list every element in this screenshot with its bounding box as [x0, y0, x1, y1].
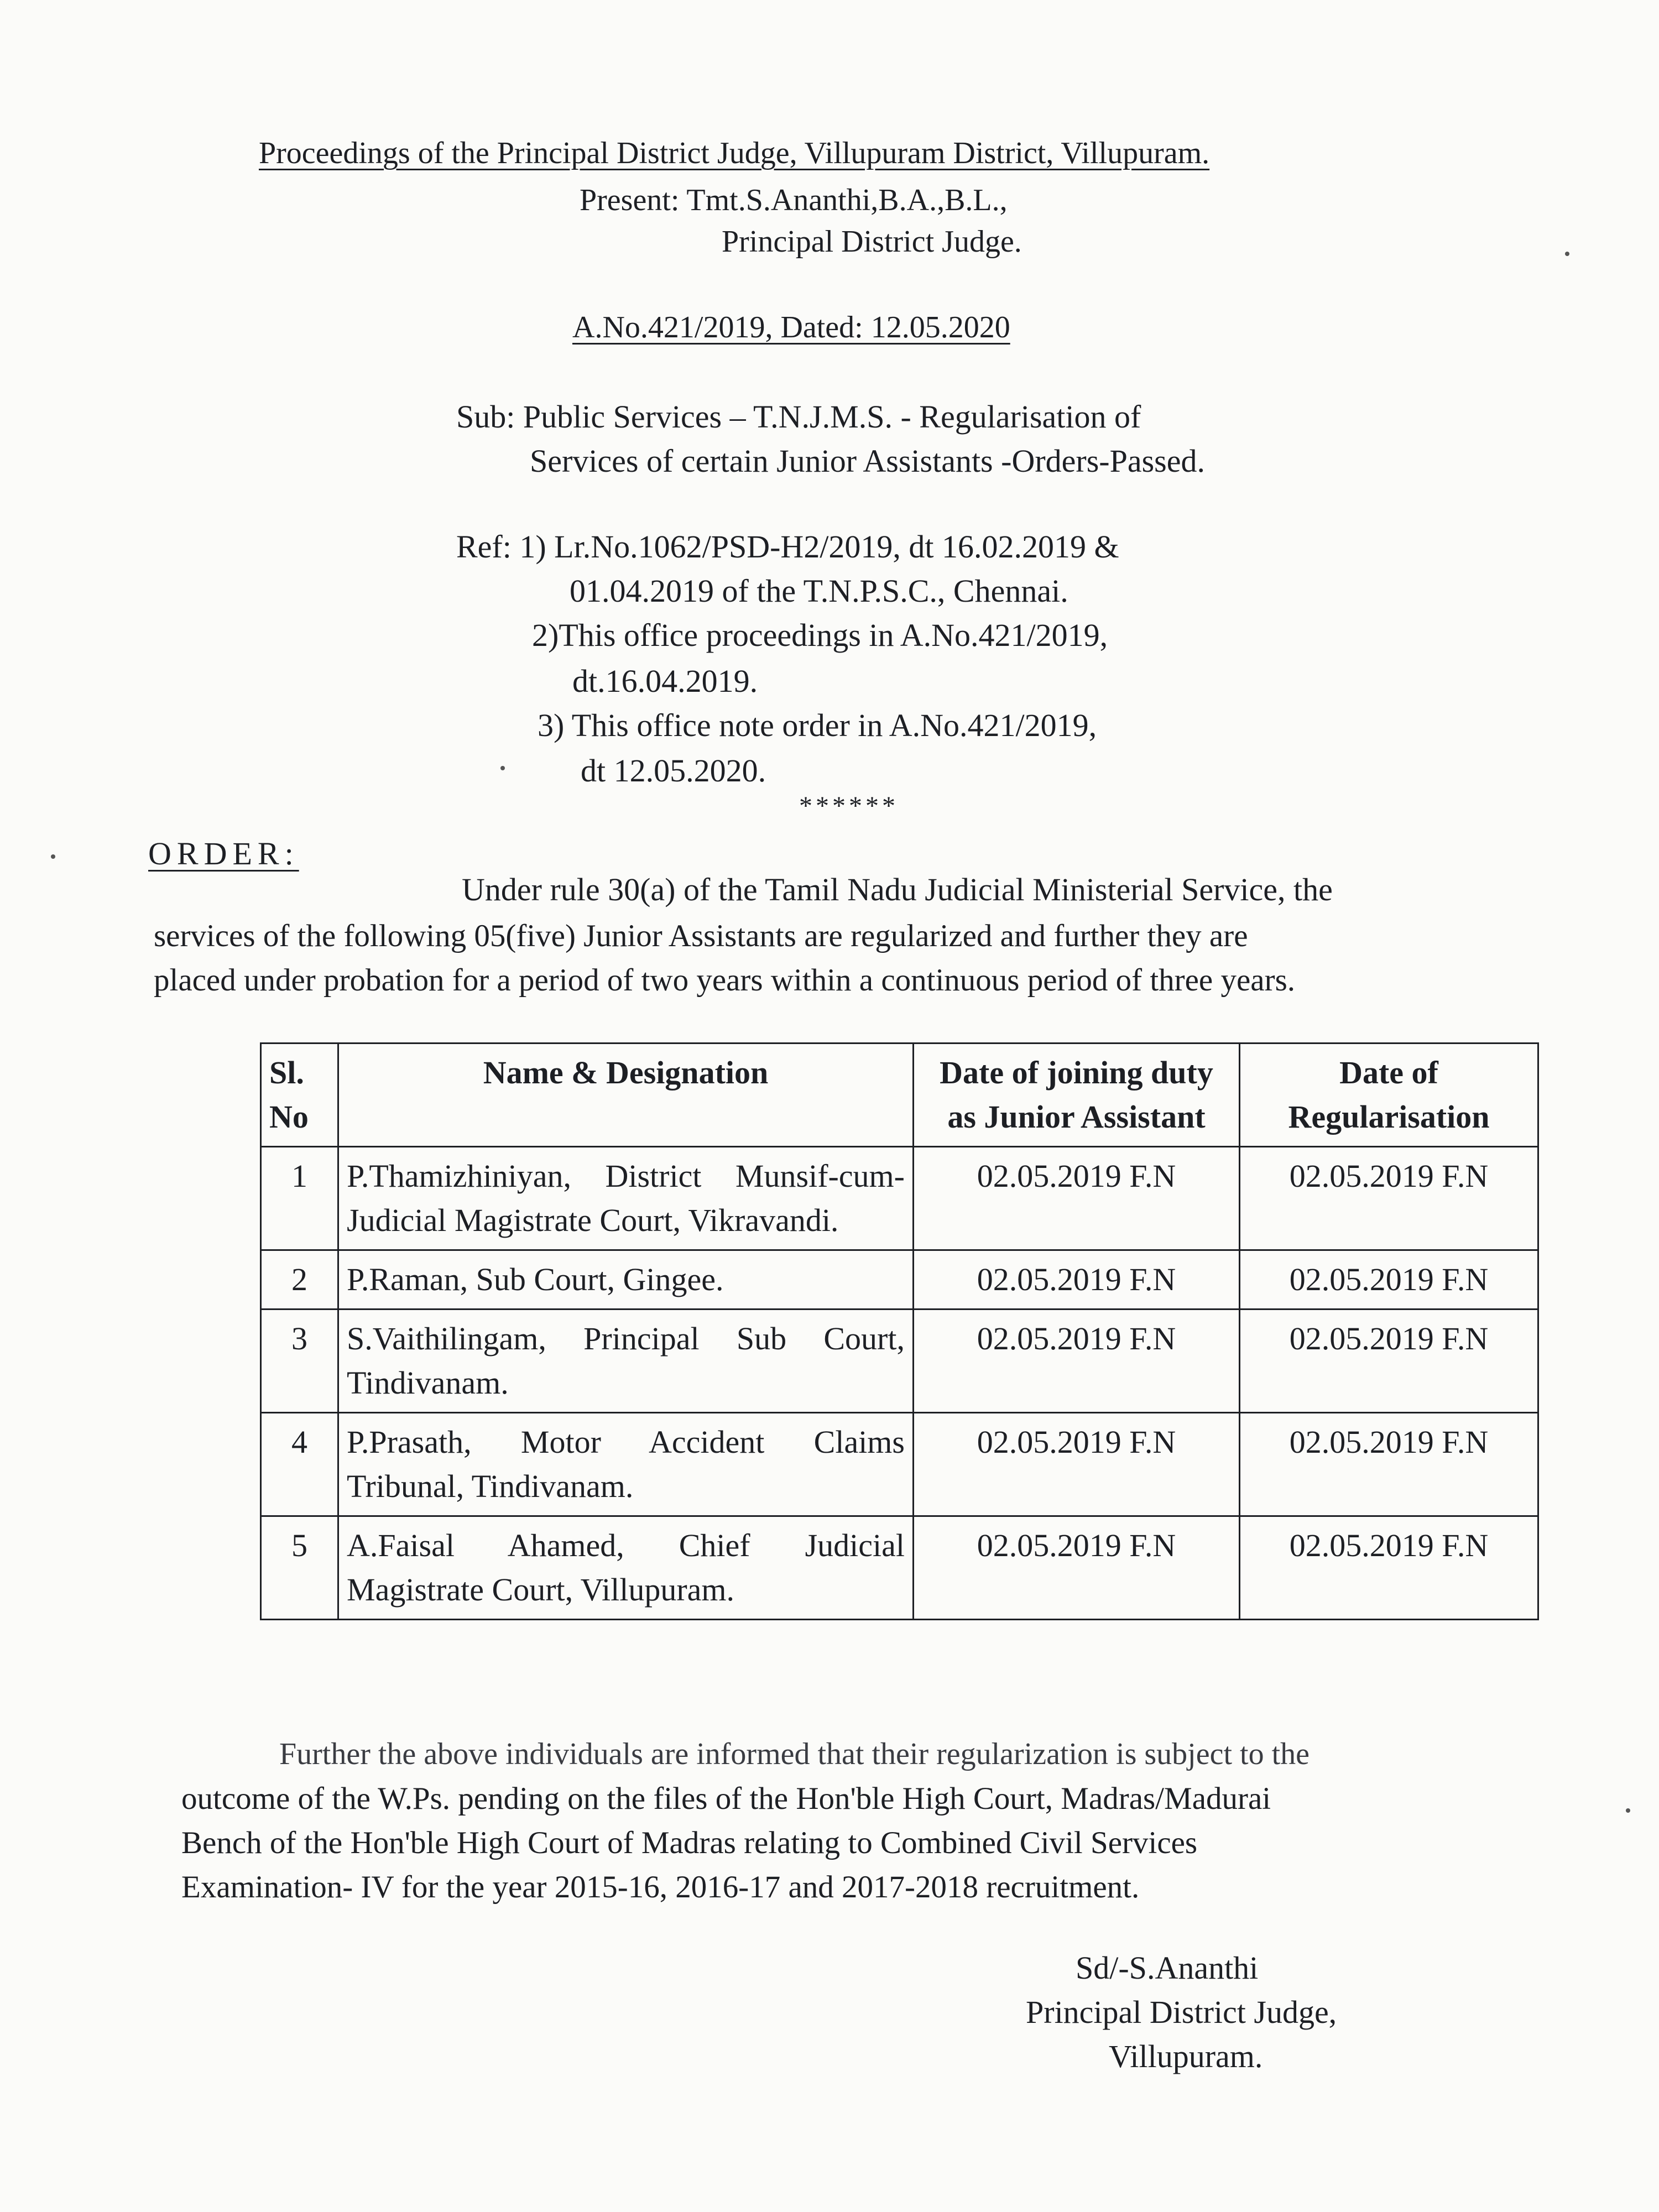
- further-line-2: outcome of the W.Ps. pending on the files of the Hon'ble High Court, Madras/Madurai: [181, 1781, 1271, 1816]
- row-regularisation-date: 02.05.2019 F.N: [1240, 1516, 1538, 1620]
- row-name: P.Thamizhiniyan, District Munsif-cum-Judicial Magistrate Court, Vikravandi.: [338, 1147, 914, 1250]
- order-line-2: services of the following 05(five) Junior Assistants are regularized and further they are: [154, 919, 1248, 953]
- scan-speck: [1626, 1808, 1630, 1813]
- row-regularisation-date: 02.05.2019 F.N: [1240, 1310, 1538, 1413]
- row-sl: 3: [261, 1310, 338, 1413]
- row-regularisation-date: 02.05.2019 F.N: [1240, 1250, 1538, 1310]
- ref-2a: 2)This office proceedings in A.No.421/2019,: [532, 617, 1108, 653]
- row-joining-date: 02.05.2019 F.N: [914, 1310, 1240, 1413]
- row-joining-date: 02.05.2019 F.N: [914, 1147, 1240, 1250]
- separator-stars: ******: [799, 791, 899, 821]
- table-row: [261, 1413, 1538, 1516]
- subject-line-1: Sub: Public Services – T.N.J.M.S. - Regularisation of: [456, 399, 1141, 435]
- row-regularisation-date: 02.05.2019 F.N: [1240, 1413, 1538, 1516]
- row-name: S.Vaithilingam, Principal Sub Court, Tindivanam.: [338, 1310, 914, 1413]
- row-joining-date: 02.05.2019 F.N: [914, 1516, 1240, 1620]
- judge-designation: Principal District Judge.: [722, 225, 1022, 259]
- proceedings-title: Proceedings of the Principal District Judge, Villupuram District, Villupuram.: [259, 136, 1210, 170]
- header-name-designation: Name & Designation: [338, 1044, 914, 1147]
- order-line-1: Under rule 30(a) of the Tamil Nadu Judicial Ministerial Service, the: [462, 872, 1333, 907]
- order-heading: ORDER:: [148, 836, 299, 872]
- row-sl: 4: [261, 1413, 338, 1516]
- order-line-3: placed under probation for a period of two years within a continuous period of three years.: [154, 963, 1295, 998]
- subject-line-2: Services of certain Junior Assistants -Orders-Passed.: [530, 443, 1205, 479]
- signature-name: Sd/-S.Ananthi: [1076, 1950, 1259, 1986]
- row-sl: 2: [261, 1250, 338, 1310]
- scan-speck: [500, 766, 505, 770]
- row-sl: 5: [261, 1516, 338, 1620]
- table-row: [261, 1147, 1538, 1250]
- row-joining-date: 02.05.2019 F.N: [914, 1413, 1240, 1516]
- further-line-4: Examination- IV for the year 2015-16, 2016-17 and 2017-2018 recruitment.: [181, 1870, 1140, 1905]
- table-row: [261, 1310, 1538, 1413]
- ref-3b: dt 12.05.2020.: [581, 753, 766, 789]
- header-date-joining: Date of joining duty as Junior Assistant: [914, 1044, 1240, 1147]
- row-regularisation-date: 02.05.2019 F.N: [1240, 1147, 1538, 1250]
- ref-2b: dt.16.04.2019.: [572, 663, 758, 699]
- scan-speck: [1565, 252, 1569, 256]
- further-line-3: Bench of the Hon'ble High Court of Madras relating to Combined Civil Services: [181, 1825, 1198, 1860]
- signature-designation: Principal District Judge,: [1026, 1994, 1337, 2030]
- row-sl: 1: [261, 1147, 338, 1250]
- header-date-regularisation: Date of Regularisation: [1240, 1044, 1538, 1147]
- row-joining-date: 02.05.2019 F.N: [914, 1250, 1240, 1310]
- table-row: [261, 1516, 1538, 1620]
- signature-place: Villupuram.: [1109, 2038, 1263, 2074]
- table-row: [261, 1250, 1538, 1310]
- ref-3a: 3) This office note order in A.No.421/2019,: [538, 707, 1097, 743]
- ref-1b: 01.04.2019 of the T.N.P.S.C., Chennai.: [570, 573, 1068, 609]
- scan-speck: [51, 854, 55, 859]
- present-line: Present: Tmt.S.Ananthi,B.A.,B.L.,: [580, 183, 1008, 217]
- header-sl-no: Sl. No: [261, 1044, 338, 1147]
- row-name: P.Raman, Sub Court, Gingee.: [338, 1250, 914, 1310]
- further-line-1: Further the above individuals are informed that their regularization is subject to the: [279, 1737, 1310, 1771]
- row-name: A.Faisal Ahamed, Chief Judicial Magistrate Court, Villupuram.: [338, 1516, 914, 1620]
- reference-number: A.No.421/2019, Dated: 12.05.2020: [572, 310, 1010, 345]
- junior-assistants-table: [260, 1042, 1539, 1620]
- row-name: P.Prasath, Motor Accident Claims Tribunal, Tindivanam.: [338, 1413, 914, 1516]
- ref-1a: Ref: 1) Lr.No.1062/PSD-H2/2019, dt 16.02.2019 &: [456, 529, 1119, 565]
- table-header-row: [261, 1044, 1538, 1147]
